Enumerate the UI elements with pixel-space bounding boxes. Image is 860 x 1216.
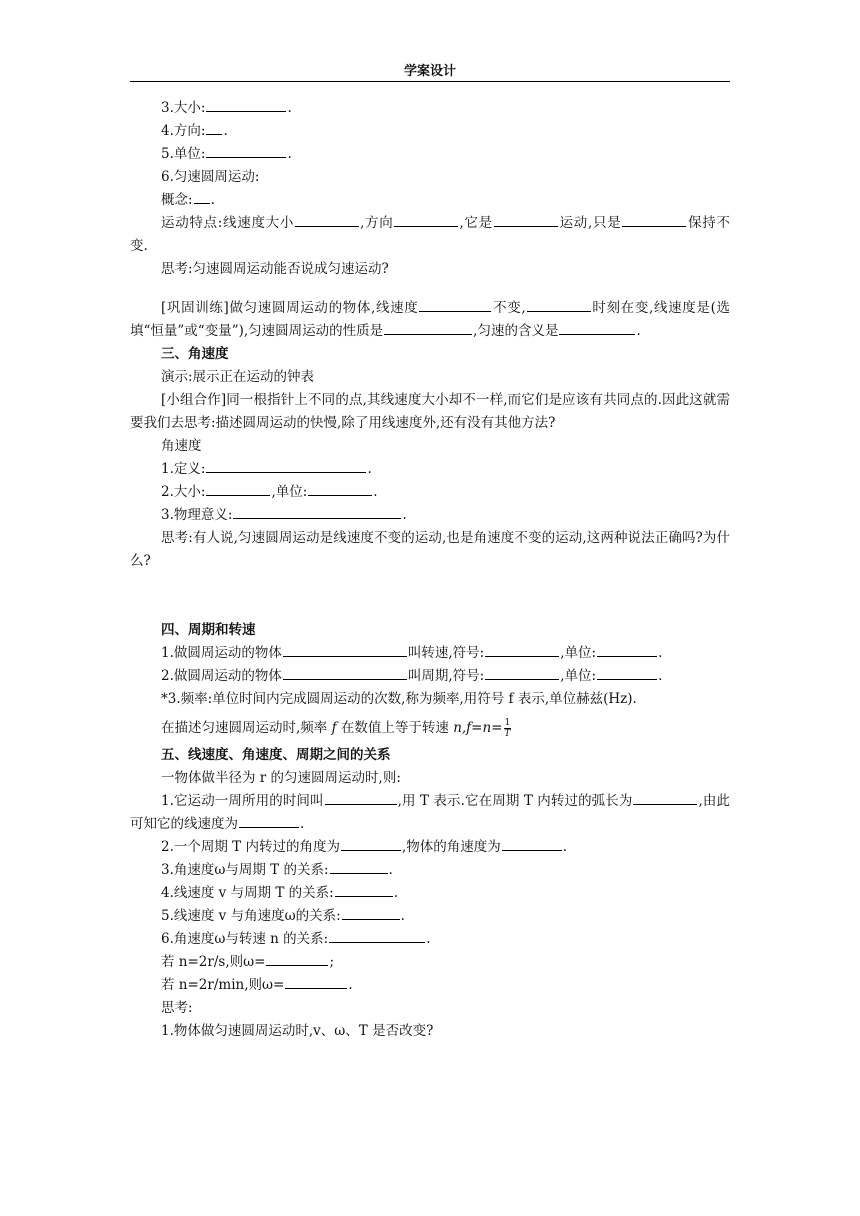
relation-intro: 一物体做半径为 r 的匀速圆周运动时,则:	[161, 770, 401, 786]
fraction: $\frac{1}{T}$	[504, 718, 511, 739]
blank[interactable]	[502, 836, 562, 851]
blank[interactable]	[394, 212, 458, 227]
line-unit: 5.单位: .	[130, 143, 730, 166]
blank[interactable]	[527, 297, 591, 312]
freq-relation: 在描述匀速圆周运动时,频率 f 在数值上等于转速 n,f=n= $\frac{1}{T}$	[161, 718, 511, 739]
section-title-period: 四、周期和转速	[161, 622, 256, 638]
period: 2.做圆周运动的物体 叫周期,符号: ,单位: .	[130, 665, 730, 688]
example-1: 若 n=2r/s,则ω= ;	[130, 951, 730, 974]
blank[interactable]	[335, 882, 393, 897]
question-1: 1.物体做匀速圆周运动时,v、ω、T 是否改变?	[161, 1023, 434, 1039]
blank[interactable]	[285, 974, 347, 989]
blank[interactable]	[283, 642, 407, 657]
rotation-speed: 1.做圆周运动的物体 叫转速,符号: ,单位: .	[130, 642, 730, 665]
think-1: 思考:匀速圆周运动能否说成匀速运动?	[161, 261, 389, 277]
blank[interactable]	[194, 189, 210, 204]
page-header-title: 学案设计	[403, 64, 456, 79]
section-title-relation: 五、线速度、角速度、周期之间的关系	[161, 747, 391, 763]
blank[interactable]	[239, 813, 299, 828]
angular-label: 角速度	[161, 438, 202, 454]
example-2: 若 n=2r/min,则ω= .	[130, 974, 730, 997]
blank[interactable]	[295, 212, 359, 227]
relation-3: 3.角速度ω与周期 T 的关系: .	[130, 859, 730, 882]
header-rule	[130, 81, 730, 82]
blank[interactable]	[283, 665, 407, 680]
blank[interactable]	[206, 143, 286, 158]
think-3: 思考:	[161, 1000, 193, 1016]
line-direction: 4.方向: .	[130, 120, 730, 143]
line-size: 3.大小: .	[130, 97, 730, 120]
blank[interactable]	[597, 665, 657, 680]
line-feature: 运动特点:线速度大小 ,方向 ,它是 运动,只是 保持不变.	[130, 212, 730, 258]
blank[interactable]	[329, 928, 425, 943]
frequency: *3.频率:单位时间内完成圆周运动的次数,称为频率,用符号 f 表示,单位赫兹(Hz).	[161, 691, 637, 707]
blank[interactable]	[233, 504, 401, 519]
relation-4: 4.线速度 v 与周期 T 的关系: .	[130, 882, 730, 905]
blank[interactable]	[633, 790, 697, 805]
blank[interactable]	[308, 481, 372, 496]
blank[interactable]	[485, 665, 559, 680]
blank[interactable]	[206, 97, 286, 112]
blank[interactable]	[419, 297, 491, 312]
angular-def: 1.定义: .	[130, 458, 730, 481]
blank[interactable]	[325, 790, 397, 805]
blank[interactable]	[342, 905, 400, 920]
blank[interactable]	[206, 458, 366, 473]
drill: [巩固训练]做匀速圆周运动的物体,线速度 不变, 时刻在变,线速度是(选填“恒量”或“变量”),匀速圆周运动的性质是 ,匀速的含义是 .	[130, 297, 730, 343]
relation-5: 5.线速度 v 与角速度ω的关系: .	[130, 905, 730, 928]
document-body	[130, 97, 730, 1043]
line-concept: 概念: .	[130, 189, 730, 212]
blank[interactable]	[597, 642, 657, 657]
blank[interactable]	[266, 951, 328, 966]
demo: 演示:展示正在运动的钟表	[161, 369, 315, 385]
angular-meaning: 3.物理意义: .	[130, 504, 730, 527]
angular-size: 2.大小: ,单位: .	[130, 481, 730, 504]
blank[interactable]	[485, 642, 559, 657]
blank[interactable]	[330, 859, 388, 874]
blank[interactable]	[622, 212, 686, 227]
line-uniform: 6.匀速圆周运动:	[161, 169, 260, 185]
blank[interactable]	[559, 320, 635, 335]
blank[interactable]	[206, 481, 270, 496]
think-2: 思考:有人说,匀速圆周运动是线速度不变的运动,也是角速度不变的运动,这两种说法正确吗?为什么?	[130, 530, 730, 569]
relation-2: 2.一个周期 T 内转过的角度为 ,物体的角速度为 .	[130, 836, 730, 859]
blank[interactable]	[341, 836, 401, 851]
section-title-angular: 三、角速度	[161, 346, 229, 362]
relation-1: 1.它运动一周所用的时间叫 ,用 T 表示.它在周期 T 内转过的弧长为 ,由此可知它的线速度为 .	[130, 790, 730, 836]
blank[interactable]	[206, 120, 222, 135]
relation-6: 6.角速度ω与转速 n 的关系: .	[130, 928, 730, 951]
group-work: [小组合作]同一根指针上不同的点,其线速度大小却不一样,而它们是应该有共同点的.因此这就需要我们去思考:描述圆周运动的快慢,除了用线速度外,还有没有其他方法?	[130, 392, 730, 431]
blank[interactable]	[494, 212, 558, 227]
blank[interactable]	[384, 320, 472, 335]
